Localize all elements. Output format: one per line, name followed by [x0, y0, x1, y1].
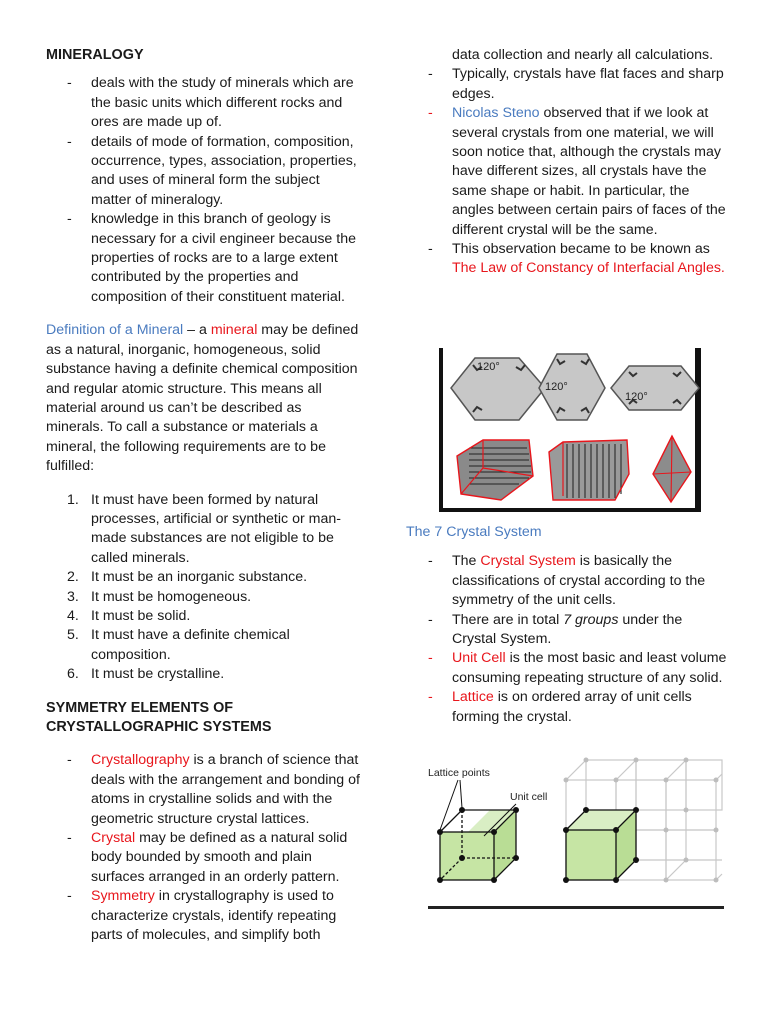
requirements-list [46, 491, 362, 685]
list-item: - Symmetry in crystallography is used to characterize crystals, identify repeating parts of molecules, and simplify both [67, 888, 337, 944]
bullet-text: in crystallography is used to characterize crystals, identify repeating parts of molecules, and simplify both [91, 888, 337, 944]
continuation-text: data collection and nearly all calculations. [452, 47, 714, 63]
crystal-prism-2 [549, 440, 629, 500]
figure-border-bottom [428, 906, 724, 909]
crystal-system-section [407, 523, 729, 727]
figure-border-bottom [439, 508, 701, 512]
angle-label: 120° [477, 361, 500, 373]
bullet-text: knowledge in this branch of geology is necessary for a civil engineer because the properties of rocks are to a large extent contributed by the properties and composition of their constituent material. [91, 211, 356, 305]
list-item: - This observation became to be known as The Law of Constancy of Interfacial Angles. [428, 241, 725, 277]
definition-term: Definition of a Mineral [46, 322, 184, 339]
crystal-system-term: Crystal System [480, 553, 576, 570]
list-item: - The Crystal System is basically the classifications of crystal according to the symmetry of the unit cells. [428, 553, 706, 609]
lattice-points-label: Lattice points [428, 767, 490, 779]
figure-border-right [695, 348, 701, 512]
definition-paragraph [46, 321, 362, 476]
symmetry-term: Symmetry [91, 888, 155, 905]
list-item: - Nicolas Steno observed that if we look at several crystals from one material, we will soon notice that, although the crystals may have different sizes, all crystals have the same shape or habit. In particular, the angles between certain pairs of faces of the different crystal will be the same. [428, 105, 726, 238]
requirement-text: It must be solid. [91, 607, 191, 624]
bullet-text: Typically, crystals have flat faces and sharp edges. [452, 66, 724, 102]
definition-dash: – a [183, 322, 211, 339]
left-column [46, 0, 362, 945]
list-item: 1. It must have been formed by natural processes, artificial or synthetic or man-made substances are not eligible to be called minerals. [67, 491, 341, 566]
steno-name: Nicolas Steno [452, 105, 540, 122]
list-item: - Unit Cell is the most basic and least volume consuming repeating structure of any solid. [428, 650, 727, 686]
symmetry-bullets [46, 751, 362, 945]
angle-label: 120° [625, 391, 648, 403]
crystal-term: Crystal [91, 830, 136, 847]
requirement-text: It must have been formed by natural processes, artificial or synthetic or man-made substances are not eligible to be called minerals. [91, 491, 341, 566]
bullet-text: observed that if we look at several crystals from one material, we will soon notice that, although the crystals may have different sizes, all crystals have the same shape or habit. In particular, the angles between certain pairs of faces of the different crystal will be the same. [452, 105, 726, 238]
mineral-keyword: mineral [210, 322, 258, 339]
list-item: 4. It must be solid. [67, 607, 191, 624]
figure-border-left [439, 348, 443, 512]
requirement-text: It must have a definite chemical composition. [91, 627, 290, 663]
crystal-system-bullets [407, 552, 729, 727]
list-item: - There are in total 7 groups under the Crystal System. [428, 611, 683, 648]
bullet-text: is basically the classifications of crystal according to the symmetry of the unit cells. [452, 553, 706, 609]
list-item: 5. It must have a definite chemical composition. [67, 627, 290, 663]
bullet-text: This observation became to be known as [452, 241, 710, 258]
bullet-text: details of mode of formation, composition, occurrence, types, association, properties, and uses of mineral form the subject matter of mineralogy. [91, 133, 357, 208]
requirement-text: It must be an inorganic substance. [91, 569, 308, 586]
law-name: The Law of Constancy of Interfacial Angles. [452, 260, 725, 277]
list-item: 3. It must be homogeneous. [67, 588, 252, 605]
list-item: - Crystal may be defined as a natural solid body bounded by smooth and plain surfaces arranged in an orderly pattern. [67, 830, 348, 885]
seven-groups-term: 7 groups [563, 611, 619, 628]
mineralogy-bullets [46, 74, 362, 307]
right-column [407, 0, 729, 279]
list-item: - deals with the study of minerals which are the basic units which different rocks and ores are made up of. [67, 75, 354, 131]
heading-symmetry: SYMMETRY ELEMENTS OF CRYSTALLOGRAPHIC SYSTEMS [46, 699, 272, 735]
unit-cell-label: Unit cell [510, 791, 548, 803]
crystal-habit-figure [439, 348, 701, 512]
heading-mineralogy: MINERALOGY [46, 47, 144, 63]
list-item: - Crystallography is a branch of science that deals with the arrangement and bonding of atoms in crystalline solids and with the geometric structure crystal lattices. [67, 752, 360, 827]
bullet-text: There are in total [452, 611, 564, 628]
bullet-text: under the Crystal System. [452, 611, 683, 648]
list-item: 2. It must be an inorganic substance. [67, 569, 308, 586]
list-item: - details of mode of formation, composition, occurrence, types, association, properties, and uses of mineral form the subject matter of mineralogy. [67, 133, 357, 208]
list-item: - Typically, crystals have flat faces and sharp edges. [428, 66, 724, 102]
bullet-text: is on ordered array of unit cells forming the crystal. [452, 689, 692, 725]
bullet-text: The [452, 553, 481, 570]
unit-cell-term: Unit Cell [452, 650, 506, 667]
crystallography-term: Crystallography [91, 752, 190, 769]
right-bullets-top [407, 46, 729, 279]
lattice-figure [428, 752, 724, 910]
hexagon-elongated [611, 366, 699, 410]
angle-label: 120° [545, 381, 568, 393]
requirement-text: It must be crystalline. [91, 666, 225, 683]
bullet-text: deals with the study of minerals which are the basic units which different rocks and ores are made up of. [91, 75, 354, 131]
bullet-text: is the most basic and least volume consuming repeating structure of any solid. [452, 650, 727, 686]
bullet-text: is a branch of science that deals with the arrangement and bonding of atoms in crystalline solids and with the geometric structure crystal lattices. [91, 752, 360, 827]
list-item: - knowledge in this branch of geology is necessary for a civil engineer because the properties of rocks are to a large extent contributed by the properties and composition of their constituent material. [67, 211, 356, 305]
lattice-term: Lattice [452, 689, 494, 706]
list-item: - Lattice is on ordered array of unit cells forming the crystal. [428, 689, 692, 725]
list-item-continued [407, 46, 729, 65]
requirement-text: It must be homogeneous. [91, 588, 252, 605]
list-item: 6. It must be crystalline. [67, 666, 225, 683]
definition-text: may be defined as a natural, inorganic, homogeneous, solid substance having a definite chemical composition and regular atomic structure. This means all material around us can’t be described as minerals. To call a substance or materials a mineral, the following requirements are to be fulfilled: [46, 322, 359, 475]
bullet-text: may be defined as a natural solid body bounded by smooth and plain surfaces arranged in an orderly pattern. [91, 830, 348, 885]
heading-crystal-system: The 7 Crystal System [406, 524, 542, 540]
